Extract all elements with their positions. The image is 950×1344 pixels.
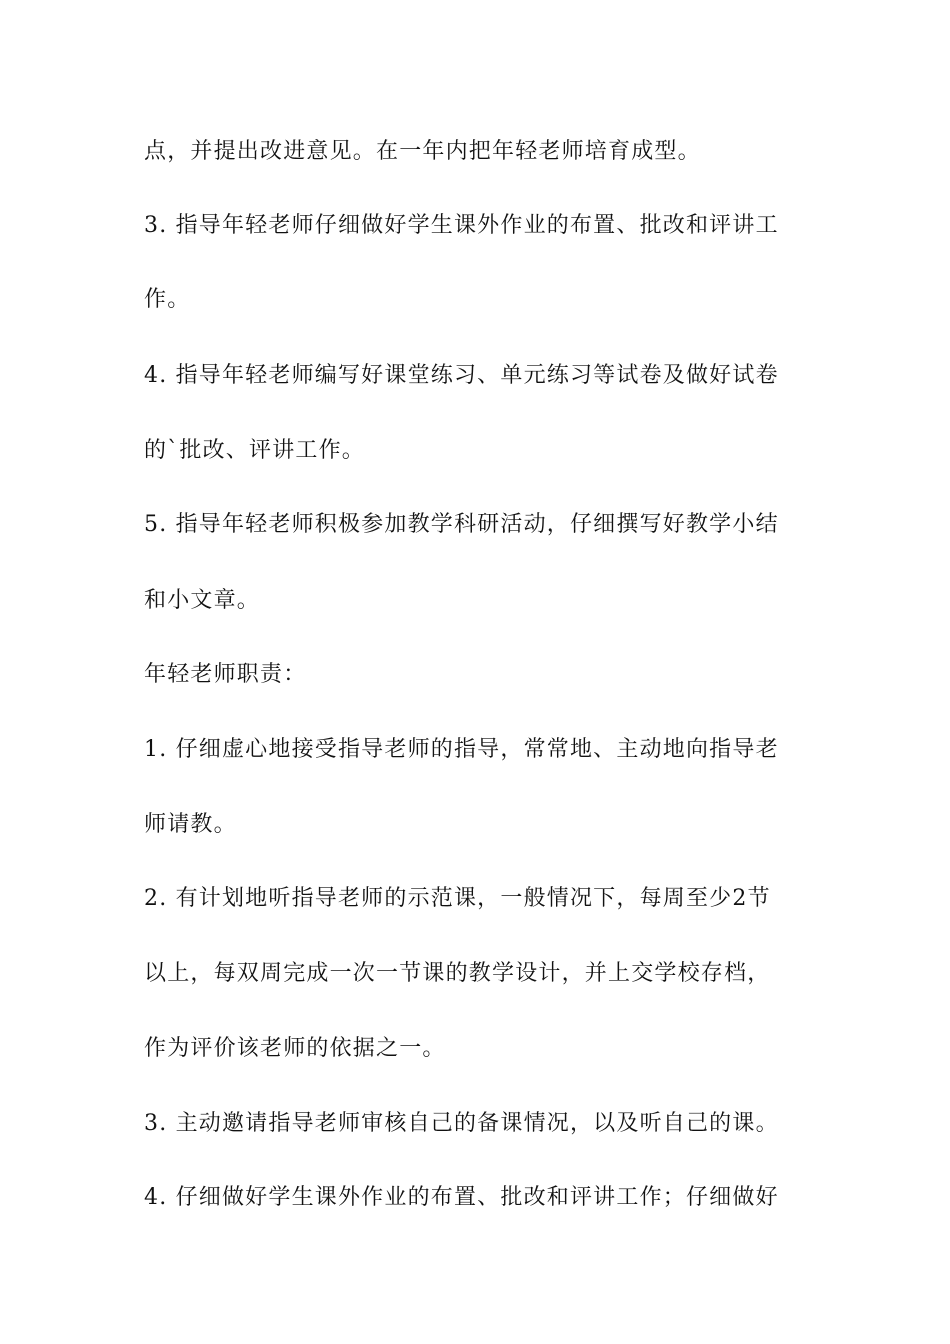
text-line: 点，并提出改进意见。在一年内把年轻老师培育成型。 [144,139,701,164]
text-line: 师请教。 [144,812,237,837]
text-line: 3. 指导年轻老师仔细做好学生课外作业的布置、批改和评讲工 [144,213,779,238]
text-line: 以上，每双周完成一次一节课的教学设计，并上交学校存档， [144,961,771,986]
text-line: 和小文章。 [144,588,261,613]
section-heading: 年轻老师职责： [144,662,307,687]
text-line: 4. 指导年轻老师编写好课堂练习、单元练习等试卷及做好试卷 [144,363,779,388]
text-line: 4. 仔细做好学生课外作业的布置、批改和评讲工作；仔细做好 [144,1185,779,1210]
text-line: 作为评价该老师的依据之一。 [144,1036,446,1061]
text-line: 2. 有计划地听指导老师的示范课，一般情况下，每周至少2节 [144,886,771,911]
text-line: 1. 仔细虚心地接受指导老师的指导，常常地、主动地向指导老 [144,737,779,762]
text-line: 3. 主动邀请指导老师审核自己的备课情况，以及听自己的课。 [144,1111,779,1136]
text-line: 作。 [144,287,191,312]
text-line: 的`批改、评讲工作。 [144,438,366,463]
text-line: 5. 指导年轻老师积极参加教学科研活动，仔细撰写好教学小结 [144,512,779,537]
